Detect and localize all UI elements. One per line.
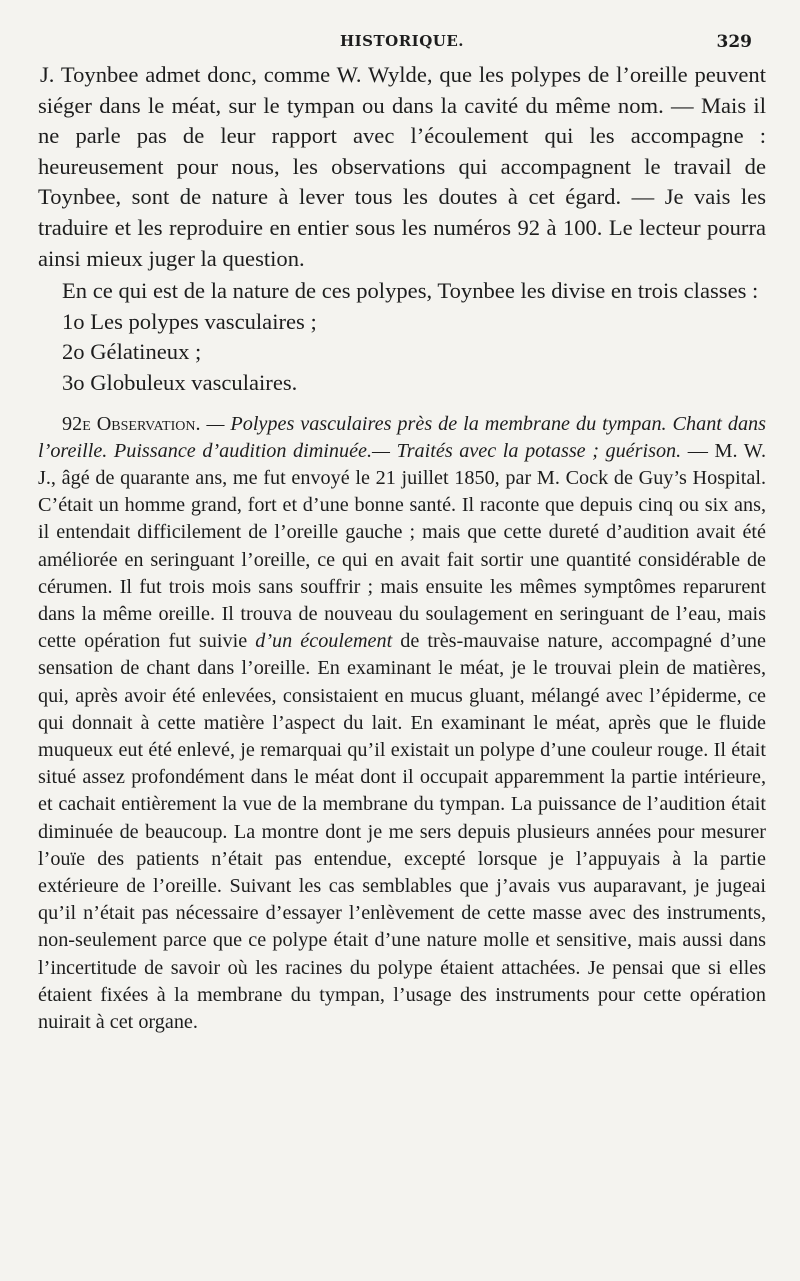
list-item: 2o Gélatineux ;	[62, 339, 202, 365]
running-header	[38, 32, 766, 60]
intro-paragraph-1: J. Toynbee admet donc, comme W. Wylde, que les polypes de l’oreille peuvent siéger dans le méat, sur le tympan ou dans la cavité du même nom. — Mais il ne parle pas de leur rapport avec l’écoulement qui les accompagne : heureusement pour nous, les observations qui accompagnent le travail de Toynbee, sont de nature à lever tous les doutes à cet égard. — Je vais les traduire et les reproduire en entier sous les numéros 92 à 100. Le lecteur pourra ainsi mieux juger la question.	[38, 62, 766, 271]
observation-92	[38, 411, 766, 1037]
list-item: 3o Globuleux vasculaires.	[62, 369, 298, 395]
page-number: 329	[716, 32, 752, 52]
intro-section	[38, 60, 766, 399]
list-item: 1o Les polypes vasculaires ;	[62, 308, 317, 334]
running-title: HISTORIQUE.	[339, 32, 465, 50]
observation-title: — Polypes vasculaires près de la membrane du tympan. Chant dans l’oreille. Puissance d’audition diminuée.— Traités avec la potasse ; guérison.	[38, 412, 767, 462]
observation-emphasis: d’un écoulement	[255, 630, 393, 653]
observation-text-continued: de très-mauvaise nature, accompagné d’une sensation de chant dans l’oreille. En examinant le méat, je le trouvai plein de matières, qui, après avoir été enlevées, consistaient en mucus gluant, mélangé avec l’épiderme, ce qui donnait à cette matière l’aspect du lait. En examinant le méat, après que le fluide muqueux eut été enlevé, je remarquai qu’il existait un polype d’une couleur rouge. Il était situé assez profondément dans le méat dont il occupait apparemment la partie intérieure, et cachait entièrement la vue de la membrane du tympan. La puissance de l’audition était diminuée de beaucoup. La montre dont je me sers depuis plusieurs années pour mesurer l’ouïe des patients n’était pas entendue, excepté lorsque je l’appuyais à la partie extérieure de l’oreille. Suivant les cas semblables que j’avais vus auparavant, je jugeai qu’il n’était pas nécessaire d’essayer l’enlèvement de cette masse avec des instruments, non-seulement parce que ce polype était d’une nature molle et sensitive, mais aussi dans l’incertitude de savoir où les racines du polype étaient attachées. Je pensai que si elles étaient fixées à la membrane du tympan, l’usage des instruments pour cette opération nuirait à cet organe.	[38, 630, 766, 1033]
observation-label: 92e Observation.	[62, 412, 201, 435]
polyp-classes-list	[38, 307, 766, 399]
intro-paragraph-2: En ce qui est de la nature de ces polypes, Toynbee les divise en trois classes :	[62, 278, 759, 304]
page-body	[38, 60, 766, 1036]
observation-paragraph	[38, 411, 766, 1037]
observation-text: — M. W. J., âgé de quarante ans, me fut envoyé le 21 juillet 1850, par M. Cock de Guy’s Hospital. C’était un homme grand, fort et d’une bonne santé. Il raconte que depuis cinq ou six ans, il entendait difficilement de l’oreille gauche ; mais que cette dureté d’audition avait été améliorée en seringuant l’oreille, ce qui en avait fait sortir une quantité considérable de cérumen. Il fut trois mois sans souffrir ; mais ensuite les mêmes symptômes reparurent dans la même oreille. Il trouva de nouveau du soulagement en seringuant de l’eau, mais cette opération fut suivie	[38, 439, 766, 653]
